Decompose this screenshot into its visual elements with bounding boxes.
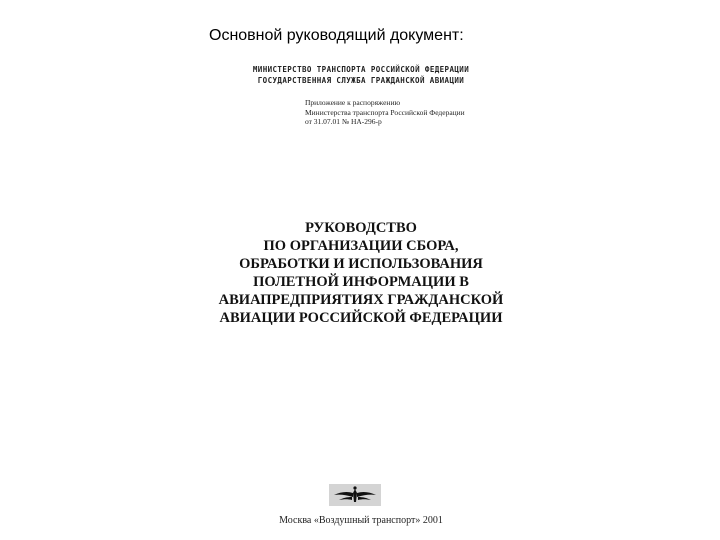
document-cover-scan [208, 58, 514, 536]
issuing-organization [208, 64, 514, 86]
appendix-line: Министерства транспорта Российской Федерации [305, 107, 465, 117]
publisher-footer: Москва «Воздушный транспорт» 2001 [279, 515, 443, 526]
title-line: ОБРАБОТКИ И ИСПОЛЬЗОВАНИЯ [239, 256, 483, 272]
appendix-note [305, 98, 465, 127]
title-line: ПО ОРГАНИЗАЦИИ СБОРА, [263, 238, 459, 254]
aviation-wings-emblem-icon [329, 484, 381, 506]
title-line: АВИАЦИИ РОССИЙСКОЙ ФЕДЕРАЦИИ [219, 310, 503, 326]
org-line: МИНИСТЕРСТВО ТРАНСПОРТА РОССИЙСКОЙ ФЕДЕРАЦИИ [252, 65, 470, 74]
appendix-line: Приложение к распоряжению [305, 98, 401, 107]
document-title [208, 219, 514, 327]
title-line: ПОЛЕТНОЙ ИНФОРМАЦИИ В [253, 274, 469, 290]
appendix-line: от 31.07.01 № НА-296-р [305, 117, 382, 126]
org-line: ГОСУДАРСТВЕННАЯ СЛУЖБА ГРАЖДАНСКОЙ АВИАЦИИ [257, 76, 465, 85]
title-line: РУКОВОДСТВО [305, 220, 417, 236]
title-line: АВИАПРЕДПРИЯТИЯХ ГРАЖДАНСКОЙ [218, 292, 504, 308]
slide-heading: Основной руководящий документ: [209, 27, 464, 44]
